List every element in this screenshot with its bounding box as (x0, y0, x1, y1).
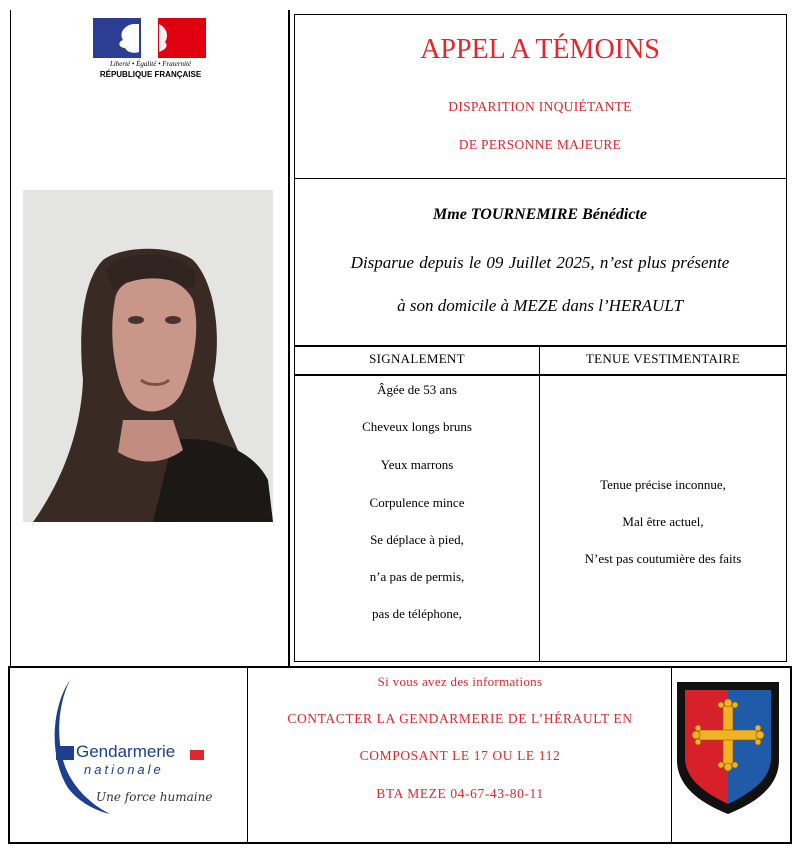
contact-line-3: BTA MEZE 04-67-43-80-11 (376, 786, 544, 801)
signalement-item: Âgée de 53 ans (377, 382, 457, 397)
signalement-header: SIGNALEMENT (369, 351, 465, 366)
box-bottom-border (294, 661, 787, 662)
signalement-item: Cheveux longs bruns (362, 419, 472, 434)
footer-top-border (8, 666, 792, 668)
disappearance-line-1: Disparue depuis le 09 Juillet 2025, n’est plus présente (350, 253, 730, 272)
gendarmerie-name: Gendarmerie (76, 742, 176, 761)
info-intro: Si vous avez des informations (377, 674, 543, 689)
contact-line-1: CONTACTER LA GENDARMERIE DE L’HÉRAULT EN (287, 711, 633, 726)
signalement-item: Yeux marrons (380, 457, 454, 472)
divider-person (294, 345, 787, 347)
tenue-header: TENUE VESTIMENTAIRE (585, 351, 741, 366)
signalement-item: Se déplace à pied, (370, 532, 464, 547)
gendarmerie-sub: nationale (84, 762, 164, 777)
subtitle-line-1: DISPARITION INQUIÉTANTE (448, 99, 632, 114)
page-title: APPEL A TÉMOINS (420, 34, 660, 65)
frame-mid-vertical (288, 10, 290, 666)
signalement-item: Corpulence mince (369, 495, 465, 510)
subtitle-line-2: DE PERSONNE MAJEURE (458, 137, 622, 152)
rf-name: RÉPUBLIQUE FRANÇAISE (99, 70, 202, 79)
tenue-item: Tenue précise inconnue, (600, 477, 726, 492)
person-photo (23, 190, 273, 522)
footer-right-border (790, 666, 792, 844)
tenue-item: N’est pas coutumière des faits (584, 551, 742, 566)
marianne-flag-icon (93, 18, 206, 58)
box-top-border (294, 14, 787, 15)
gendarmerie-tagline: Une force humaine (96, 790, 213, 804)
divider-table-header (294, 374, 787, 376)
footer-left-border (8, 666, 10, 844)
footer-bottom-border (8, 842, 792, 844)
signalement-item: pas de téléphone, (372, 606, 462, 621)
frame-left-top (10, 10, 11, 666)
box-right-right-border (786, 14, 787, 662)
person-name: Mme TOURNEMIRE Bénédicte (433, 206, 647, 223)
disappearance-line-2: à son domicile à MEZE dans l’HERAULT (397, 296, 683, 315)
signalement-item: n’a pas de permis, (369, 569, 465, 584)
rf-motto: Liberté • Égalité • Fraternité (109, 60, 192, 68)
contact-line-2: COMPOSANT LE 17 OU LE 112 (359, 748, 561, 763)
tenue-item: Mal être actuel, (622, 514, 704, 529)
occitan-cross-shield-icon (673, 676, 783, 816)
divider-header (294, 178, 787, 179)
republique-francaise-logo (88, 18, 213, 88)
gendarmerie-logo (40, 676, 220, 816)
